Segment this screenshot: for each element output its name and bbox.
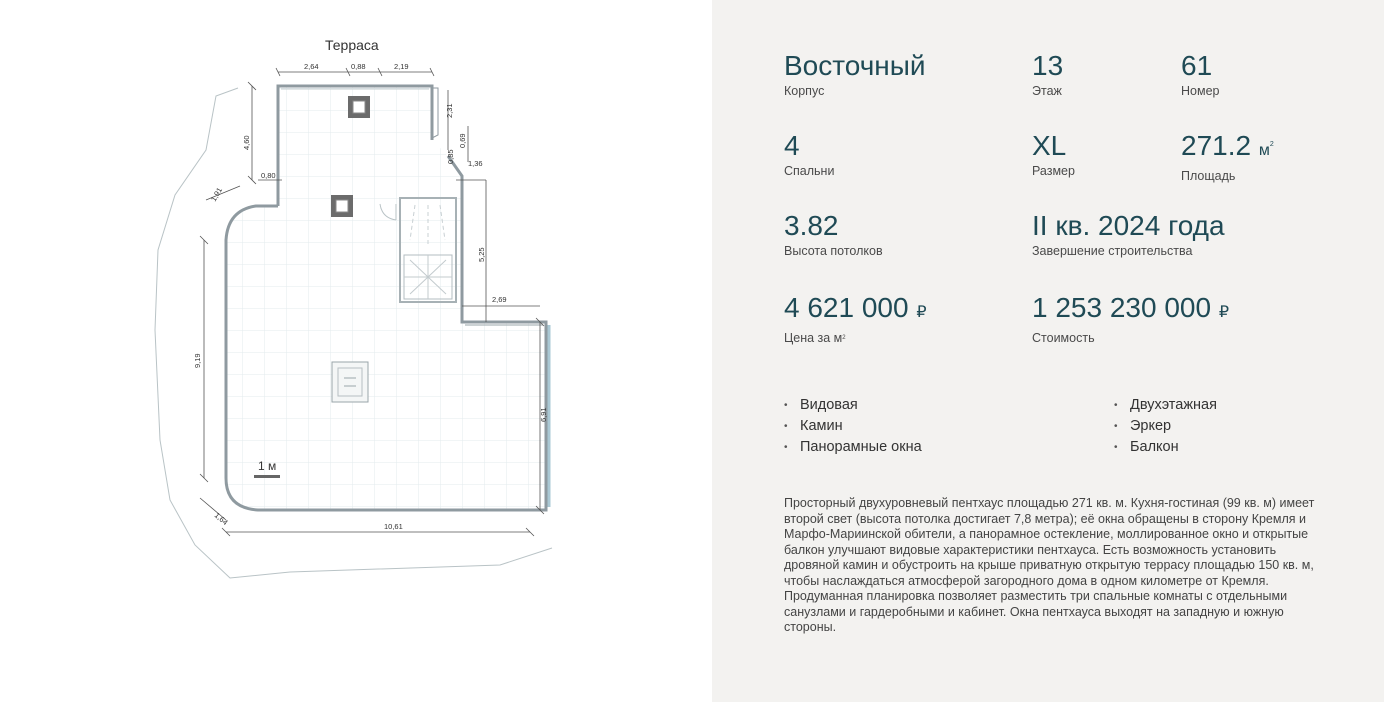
stat-ceiling xyxy=(784,210,883,259)
size-label: Размер xyxy=(1032,164,1075,178)
dim-0-80: 0,80 xyxy=(261,171,276,180)
description-text: Просторный двухуровневый пентхаус площадью 271 кв. м. Кухня-гостиная (99 кв. м) имеет второй свет (высота потолка достигает 7,8 метра); её окна обращены в сторону Кремля и Марфо-Мариинской обители, а панорамное остекление, моллированное окно и открытые балкон улучшают видовые характеристики пентхауса. Есть возможность установить дровяной камин и обустроить на крыше приватную открытую террасу площадью 150 кв. м, чтобы наслаждаться атмосферой загородного дома в одном километре от Кремля. Продуманная планировка позволяет разместить три спальные комнаты с отдельными санузлами и гардеробными и кабинет. Окна пентхауса выходят на западную и южную стороны. xyxy=(784,496,1315,634)
feature-item: • Эркер xyxy=(1114,416,1217,437)
stat-size xyxy=(1032,130,1075,179)
price-sqm-currency: ₽ xyxy=(916,304,927,321)
area-value: 271.2 xyxy=(1181,130,1252,161)
dim-10-61: 10,61 xyxy=(384,522,403,531)
dim-4-60: 4,60 xyxy=(242,135,251,150)
stat-floor xyxy=(1032,50,1063,99)
total-price-label: Стоимость xyxy=(1032,331,1095,345)
feature-item: • Видовая xyxy=(784,395,922,416)
dim-6-91: 6,91 xyxy=(539,407,548,422)
feature-item: • Панорамные окна xyxy=(784,437,922,458)
dim-9-19: 9,19 xyxy=(193,353,202,368)
area-unit-sup: 2 xyxy=(1269,141,1274,148)
features-list-left xyxy=(784,395,922,458)
feature-item: • Двухэтажная xyxy=(1114,395,1217,416)
price-sqm-line xyxy=(784,292,927,329)
number-label: Номер xyxy=(1181,84,1220,98)
stat-number xyxy=(1181,50,1219,99)
number-value: 61 xyxy=(1181,50,1213,81)
building-value: Восточный xyxy=(784,50,926,81)
area-unit: м xyxy=(1258,142,1270,159)
dim-1-64: 1,64 xyxy=(212,510,230,527)
bedrooms-value: 4 xyxy=(784,130,800,161)
floor-label: Этаж xyxy=(1032,84,1062,98)
dim-0-85: 0,85 xyxy=(446,149,455,164)
features-list-right xyxy=(1114,395,1217,458)
dim-0-88: 0,88 xyxy=(351,62,366,71)
price-sqm-value: 4 621 000 xyxy=(784,292,909,323)
completion-label: Завершение строительства xyxy=(1032,244,1193,258)
dim-0-69: 0,69 xyxy=(458,133,467,148)
stat-total-price xyxy=(1032,292,1229,346)
bedrooms-label: Спальни xyxy=(784,164,835,178)
dim-1-36: 1,36 xyxy=(468,159,483,168)
dim-1-91: 1,91 xyxy=(208,185,225,203)
building-label: Корпус xyxy=(784,84,825,98)
dim-2-19: 2,19 xyxy=(394,62,409,71)
stat-bedrooms xyxy=(784,130,834,179)
ceiling-label: Высота потолков xyxy=(784,244,883,258)
size-value: XL xyxy=(1032,130,1067,161)
area-value-line xyxy=(1181,130,1274,167)
price-sqm-label-line xyxy=(784,330,927,346)
feature-item: • Камин xyxy=(784,416,922,437)
stat-building xyxy=(784,50,926,99)
total-price-value: 1 253 230 000 xyxy=(1032,292,1212,323)
dim-2-69: 2,69 xyxy=(492,295,507,304)
area-label: Площадь xyxy=(1181,169,1236,183)
total-price-currency: ₽ xyxy=(1218,304,1230,321)
completion-value: II кв. 2024 года xyxy=(1032,210,1225,241)
stat-completion xyxy=(1032,210,1225,259)
feature-item: • Балкон xyxy=(1114,437,1217,458)
ceiling-value: 3.82 xyxy=(784,210,839,241)
dim-2-31: 2,31 xyxy=(445,103,454,118)
stat-price-sqm xyxy=(784,292,927,346)
price-sqm-label: Цена за м xyxy=(784,331,843,345)
scale-bar xyxy=(254,475,280,478)
stat-area xyxy=(1181,130,1274,184)
total-price-line xyxy=(1032,292,1229,329)
floor-value: 13 xyxy=(1032,50,1064,81)
terrace-label: Терраса xyxy=(325,37,379,53)
dim-5-25: 5,25 xyxy=(477,247,486,262)
scale-label: 1 м xyxy=(258,459,277,473)
dim-2-64: 2,64 xyxy=(304,62,319,71)
price-sqm-label-sup: 2 xyxy=(842,335,846,341)
